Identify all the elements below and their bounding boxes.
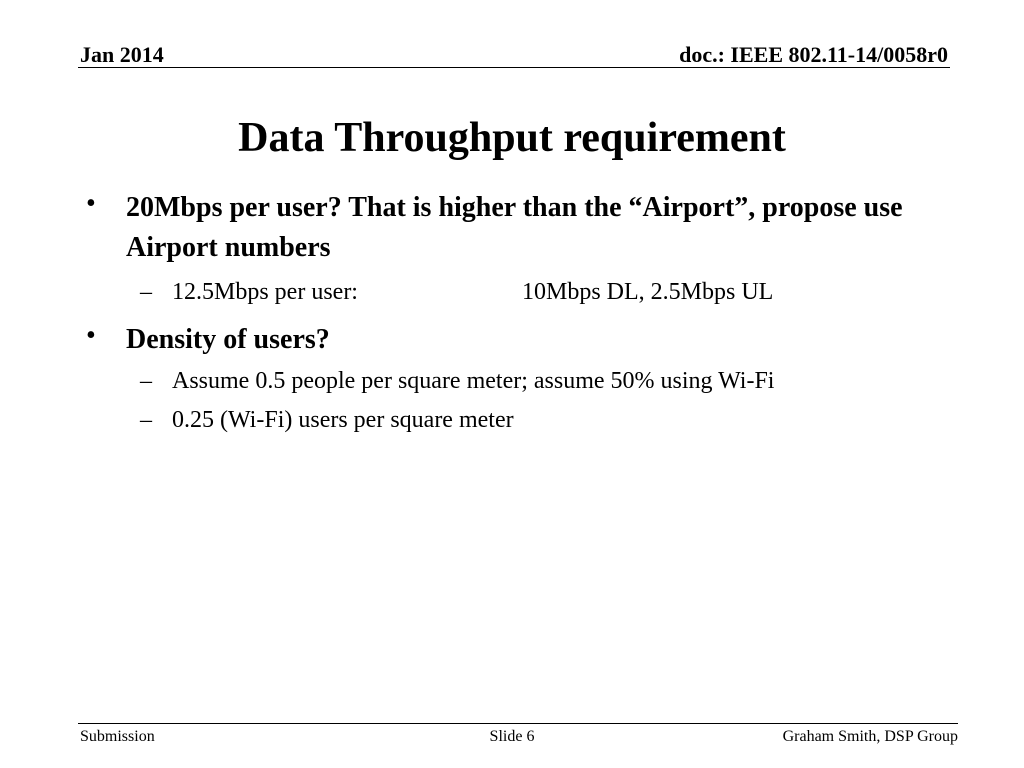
footer-author: Graham Smith, DSP Group xyxy=(782,728,958,745)
header-date: Jan 2014 xyxy=(80,42,164,67)
bullet-marker: • xyxy=(86,188,96,219)
sub-bullet-text: Assume 0.5 people per square meter; assume 50% using Wi-Fi xyxy=(172,368,775,394)
bullet-text: 20Mbps per user? That is higher than the “Airport”, propose use Airport numbers xyxy=(126,192,903,263)
bullet-marker: • xyxy=(86,320,96,351)
sub-bullet-text: 0.25 (Wi-Fi) users per square meter xyxy=(172,407,514,433)
footer-slide-number: Slide 6 xyxy=(489,728,535,745)
sub-bullet-detail: 10Mbps DL, 2.5Mbps UL xyxy=(522,279,774,305)
sub-bullet-marker: – xyxy=(140,368,152,394)
slide-title: Data Throughput requirement xyxy=(238,115,786,161)
footer-divider xyxy=(78,723,958,724)
sub-bullet-marker: – xyxy=(140,407,152,433)
footer-submission: Submission xyxy=(80,728,155,745)
sub-bullet-marker: – xyxy=(140,279,152,305)
sub-bullet-text: 12.5Mbps per user: xyxy=(172,279,358,305)
bullet-text: Density of users? xyxy=(126,324,330,355)
header-doc-id: doc.: IEEE 802.11-14/0058r0 xyxy=(679,42,948,67)
